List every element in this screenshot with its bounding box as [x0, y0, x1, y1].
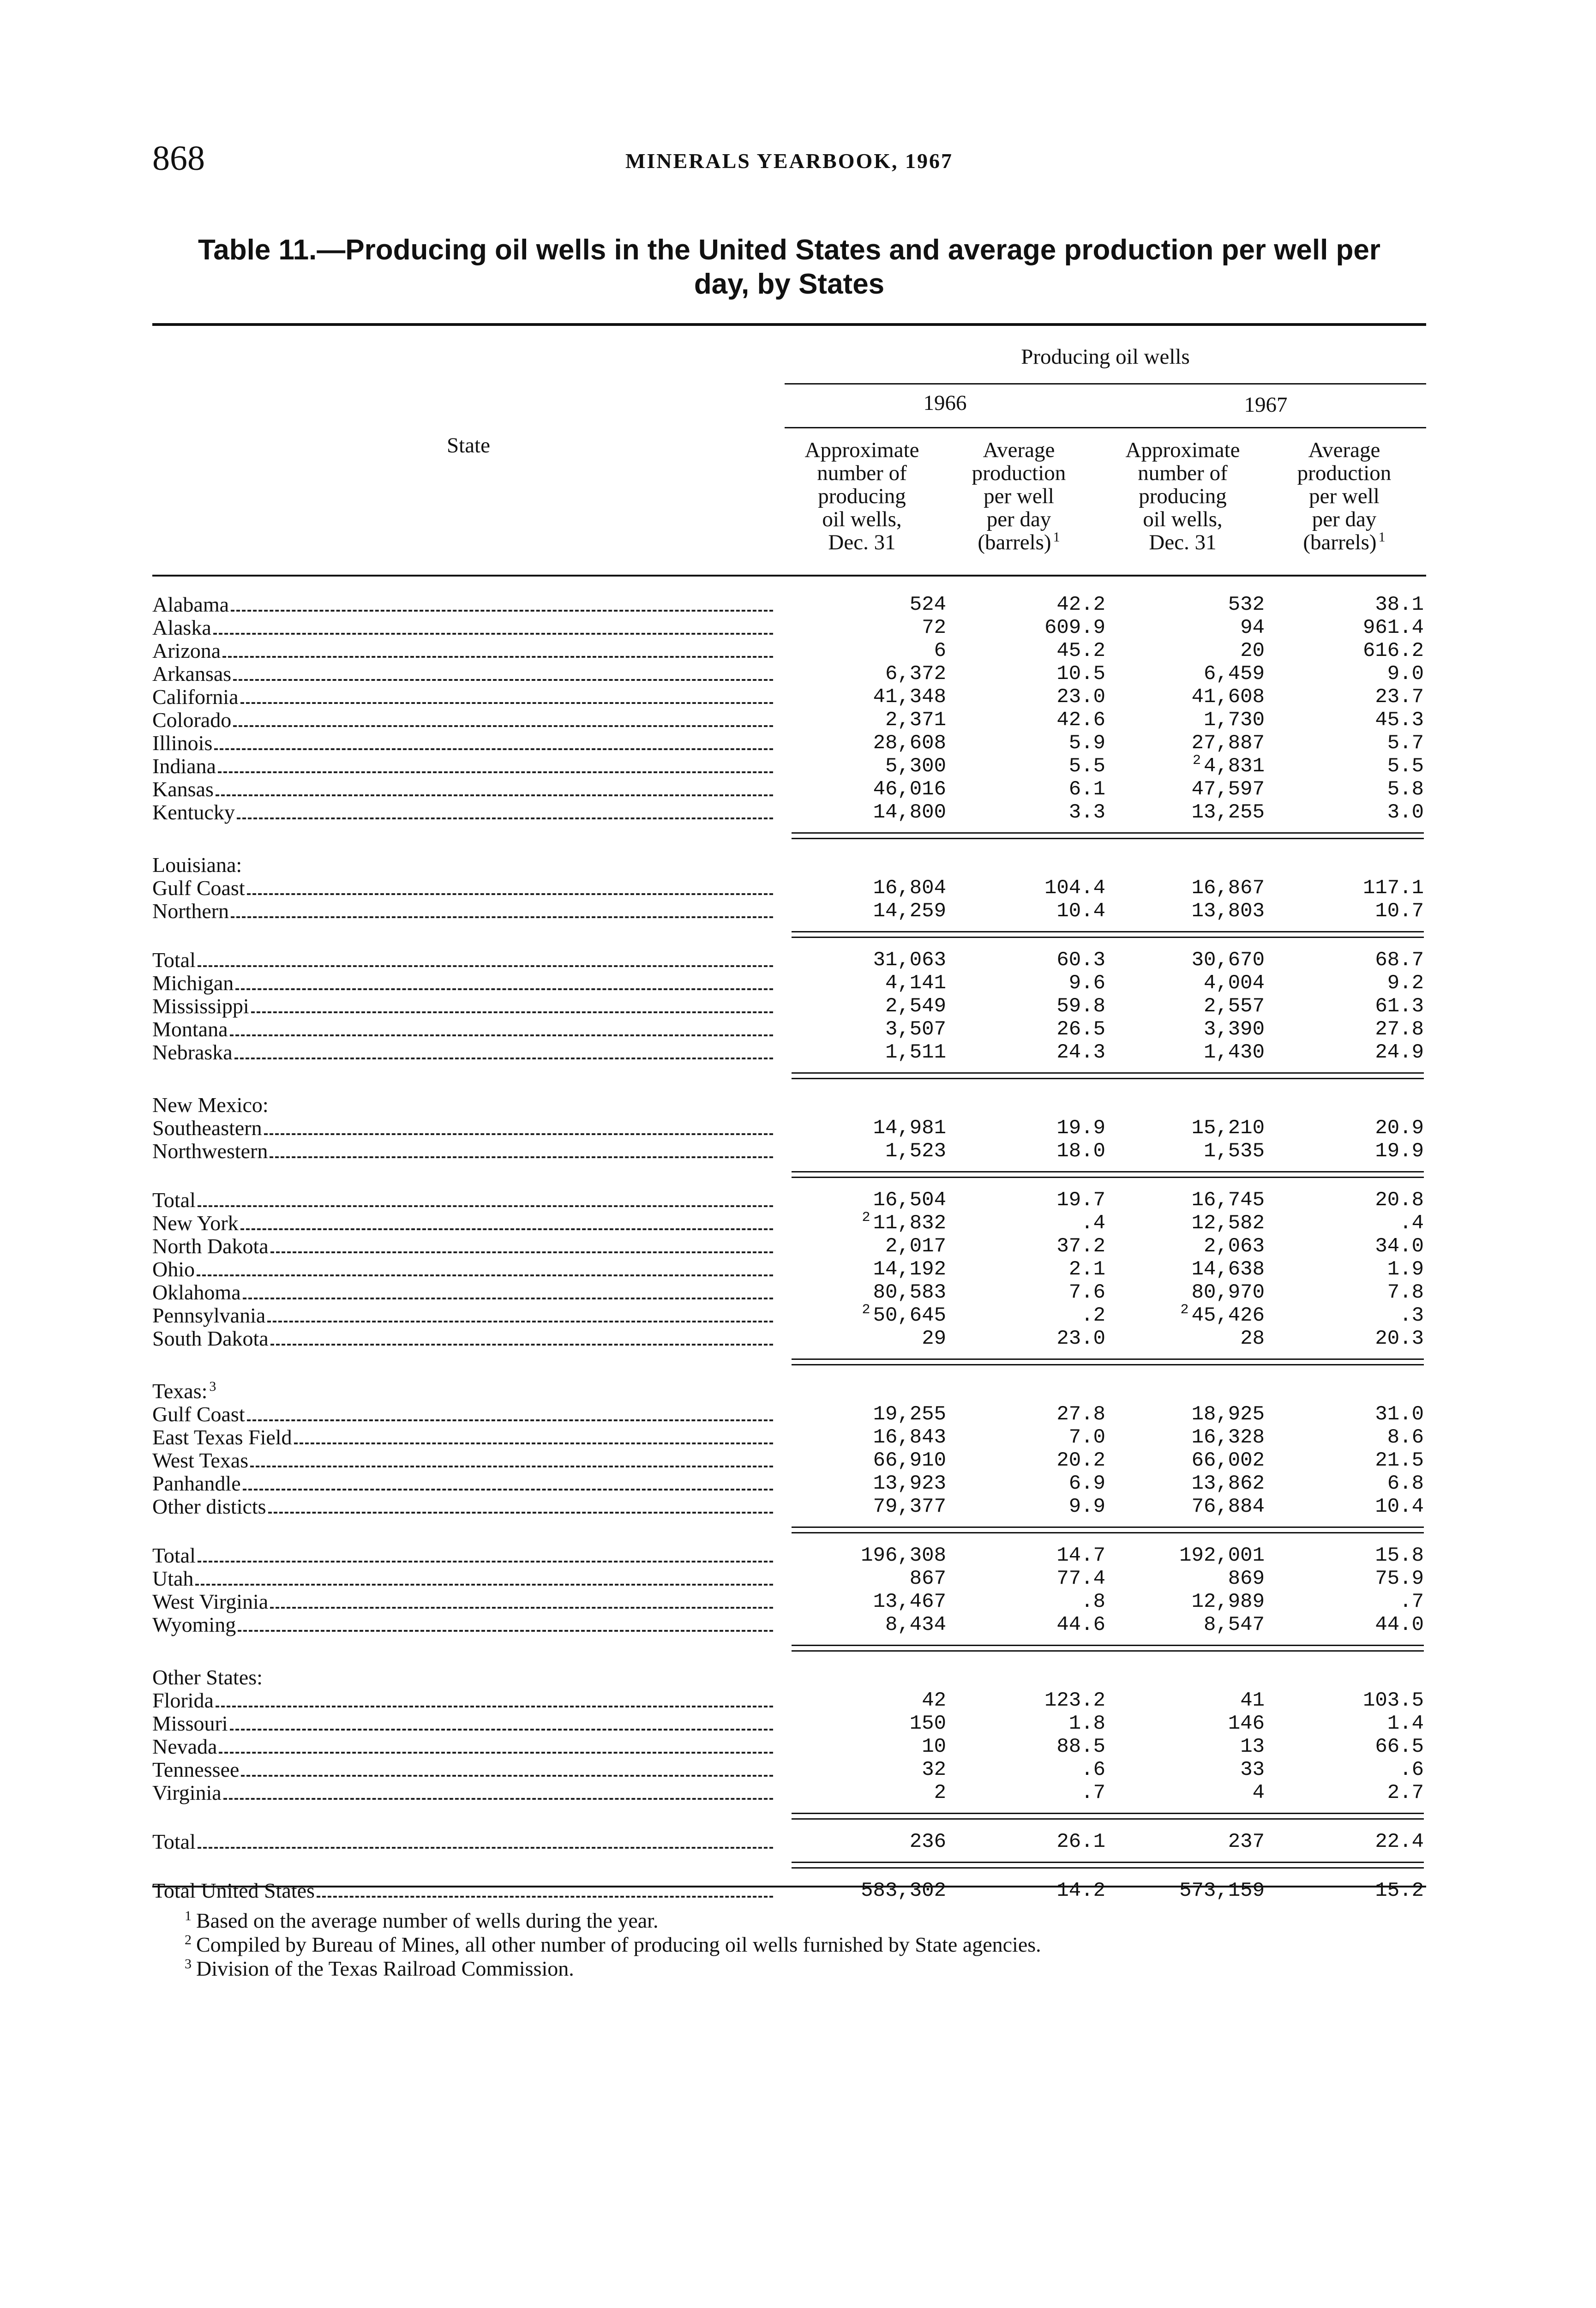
table-row — [152, 732, 1424, 755]
avg-1966: 42.2 — [1056, 593, 1105, 616]
wells-1967: 8,547 — [1203, 1613, 1265, 1636]
avg-1967: 1.4 — [1387, 1712, 1424, 1735]
wells-1967: 1,535 — [1203, 1140, 1265, 1163]
wells-1967: 2,063 — [1203, 1235, 1265, 1258]
avg-1967: 961.4 — [1362, 616, 1424, 639]
wells-1967: 869 — [1228, 1567, 1265, 1590]
state-name: West Virginia — [152, 1590, 269, 1613]
table-row — [152, 1018, 1424, 1041]
state-name: Kansas — [152, 778, 214, 801]
wells-1967: 13,862 — [1191, 1472, 1265, 1495]
table-row — [152, 1567, 1424, 1590]
avg-1967: 20.9 — [1375, 1117, 1424, 1140]
total-row — [152, 1544, 1424, 1567]
group-heading: Louisiana: — [152, 853, 242, 877]
wells-1966: 13,923 — [873, 1472, 946, 1495]
table-row — [152, 1281, 1424, 1304]
state-name: Nevada — [152, 1735, 217, 1758]
footnotes — [185, 1909, 1431, 1981]
avg-1966: 23.0 — [1056, 1327, 1105, 1350]
avg-1966: 3.3 — [1068, 801, 1105, 824]
district-name: Northern — [152, 900, 229, 923]
table-row — [152, 1304, 1424, 1327]
footnote-ref-2: 2 — [862, 1302, 870, 1318]
wells-1966: 524 — [909, 593, 946, 616]
wells-1966: 196,308 — [861, 1544, 946, 1567]
footnote-ref-1: 1 — [1378, 529, 1386, 545]
wells-1966: 6,372 — [885, 662, 946, 685]
wells-1967: 80,970 — [1191, 1281, 1265, 1304]
total-separator — [152, 1804, 1424, 1830]
state-name: Wyoming — [152, 1613, 236, 1636]
table-row — [152, 1689, 1424, 1712]
avg-1966: 10.5 — [1056, 662, 1105, 685]
table-row — [152, 1613, 1424, 1636]
table-row — [152, 639, 1424, 662]
avg-1967: 5.8 — [1387, 778, 1424, 801]
group-heading-row — [152, 1662, 1424, 1689]
group-heading: New Mexico: — [152, 1093, 269, 1117]
wells-1966: 2,017 — [885, 1235, 946, 1258]
group-separator — [152, 824, 1424, 850]
wells-1967: 14,638 — [1191, 1258, 1265, 1281]
footnote-ref-2: 2 — [1192, 753, 1201, 769]
table-row — [152, 616, 1424, 639]
wells-1966: 72 — [922, 616, 946, 639]
state-name: Alaska — [152, 616, 211, 639]
wells-1966: 46,016 — [873, 778, 946, 801]
avg-1966: 59.8 — [1056, 995, 1105, 1018]
wells-1966: 1,523 — [885, 1140, 946, 1163]
state-name: Oklahoma — [152, 1281, 241, 1304]
state-name: Indiana — [152, 755, 216, 778]
total-label: Total — [152, 1189, 196, 1212]
stub-header: State — [447, 433, 490, 457]
avg-1966: .2 — [1081, 1304, 1105, 1327]
avg-1966: 18.0 — [1056, 1140, 1105, 1163]
table-row — [152, 1258, 1424, 1281]
avg-1966: 609.9 — [1044, 616, 1105, 639]
avg-1967: 61.3 — [1375, 995, 1424, 1018]
avg-1966: 2.1 — [1068, 1258, 1105, 1281]
footnote-ref-1: 1 — [1053, 529, 1060, 545]
footnote: $^1$ Based on the average number of wells during the year. — [185, 1908, 659, 1932]
wells-1966: 32 — [922, 1758, 946, 1781]
avg-1967: 21.5 — [1375, 1449, 1424, 1472]
avg-1967: .6 — [1399, 1758, 1424, 1781]
avg-1967: .4 — [1399, 1212, 1424, 1235]
avg-1967: .7 — [1399, 1590, 1424, 1613]
avg-1967: 1.9 — [1387, 1258, 1424, 1281]
total-label: Total — [152, 1830, 196, 1853]
avg-1966: 42.6 — [1056, 709, 1105, 732]
table-row — [152, 709, 1424, 732]
group-heading-row — [152, 1090, 1424, 1117]
wells-1967: 6,459 — [1203, 662, 1265, 685]
wells-1966: 2 — [934, 1781, 946, 1804]
state-name: Arkansas — [152, 662, 232, 685]
wells-1967: 18,925 — [1191, 1403, 1265, 1426]
avg-1967: 38.1 — [1375, 593, 1424, 616]
avg-1966: 45.2 — [1056, 639, 1105, 662]
header-bottom-rule — [152, 575, 1426, 577]
district-name: Other disticts — [152, 1495, 266, 1518]
year-1967-header: 1967 — [1244, 393, 1288, 417]
avg-1966: 5.9 — [1068, 732, 1105, 755]
avg-1967: 75.9 — [1375, 1567, 1424, 1590]
avg-1966: 7.0 — [1068, 1426, 1105, 1449]
wells-1967: 13,803 — [1191, 900, 1265, 923]
table-row — [152, 1781, 1424, 1804]
total-separator — [152, 923, 1424, 949]
avg-1967: 117.1 — [1362, 877, 1424, 900]
wells-1966: $^2$ 50,645 — [862, 1302, 946, 1327]
spanner-header: Producing oil wells — [1021, 345, 1190, 369]
avg-1966: 123.2 — [1044, 1689, 1105, 1712]
district-name: Northwestern — [152, 1140, 268, 1163]
wells-1967: 27,887 — [1191, 732, 1265, 755]
state-name: South Dakota — [152, 1327, 269, 1350]
avg-1967: 5.7 — [1387, 732, 1424, 755]
top-rule — [152, 323, 1426, 326]
district-name: Gulf Coast — [152, 877, 245, 900]
avg-1967: 45.3 — [1375, 709, 1424, 732]
table-row — [152, 1712, 1424, 1735]
wells-1967: 573,159 — [1179, 1879, 1265, 1902]
avg-1966: 14.2 — [1056, 1879, 1105, 1902]
avg-1967: 8.6 — [1387, 1426, 1424, 1449]
state-name: Tennessee — [152, 1758, 240, 1781]
table-row — [152, 1472, 1424, 1495]
avg-1967: 20.8 — [1375, 1189, 1424, 1212]
state-name: Pennsylvania — [152, 1304, 266, 1327]
wells-1966: 14,800 — [873, 801, 946, 824]
state-name: Michigan — [152, 972, 234, 995]
wells-1967: 33 — [1240, 1758, 1265, 1781]
avg-1967: 24.9 — [1375, 1041, 1424, 1064]
avg-1966: 20.2 — [1056, 1449, 1105, 1472]
wells-1966: 4,141 — [885, 972, 946, 995]
total-label: Total — [152, 1544, 196, 1567]
state-name: Arizona — [152, 639, 221, 662]
state-name: Utah — [152, 1567, 194, 1590]
district-name: Panhandle — [152, 1472, 241, 1495]
wells-1967: 237 — [1228, 1830, 1265, 1853]
wells-1967: 4,004 — [1203, 972, 1265, 995]
avg-1967: 9.0 — [1387, 662, 1424, 685]
wells-1966: 28,608 — [873, 732, 946, 755]
avg-1966: 9.6 — [1068, 972, 1105, 995]
group-heading: Other States: — [152, 1665, 263, 1689]
wells-1966: $^2$ 11,832 — [862, 1210, 946, 1235]
total-label: Total — [152, 949, 196, 972]
table-row — [152, 801, 1424, 824]
district-name: West Texas — [152, 1449, 249, 1472]
avg-1966: .8 — [1081, 1590, 1105, 1613]
state-name: Illinois — [152, 732, 213, 755]
grand-total-row — [152, 1879, 1424, 1902]
avg-1967: 66.5 — [1375, 1735, 1424, 1758]
state-name: North Dakota — [152, 1235, 269, 1258]
footnote-ref-3: 3 — [209, 1378, 216, 1394]
avg-1967: 616.2 — [1362, 639, 1424, 662]
grand-total-label: Total United States — [152, 1879, 315, 1902]
avg-1967: 15.2 — [1375, 1879, 1424, 1902]
wells-1966: 79,377 — [873, 1495, 946, 1518]
col-header-wells-1966: Approximate number of producing oil wells, Dec. 31 — [804, 438, 919, 554]
wells-1967: 94 — [1240, 616, 1265, 639]
avg-1966: 44.6 — [1056, 1613, 1105, 1636]
state-name: New York — [152, 1212, 239, 1235]
wells-1966: 8,434 — [885, 1613, 946, 1636]
table-title-line-1: Table 11.—Producing oil wells in the United States and average production per well per — [198, 234, 1381, 266]
avg-1967: 7.8 — [1387, 1281, 1424, 1304]
district-name: Southeastern — [152, 1117, 262, 1140]
wells-1966: 66,910 — [873, 1449, 946, 1472]
table-row — [152, 1449, 1424, 1472]
wells-1967: 76,884 — [1191, 1495, 1265, 1518]
avg-1967: 15.8 — [1375, 1544, 1424, 1567]
avg-1967: 2.7 — [1387, 1781, 1424, 1804]
group-heading-row — [152, 850, 1424, 877]
wells-1967: 12,989 — [1191, 1590, 1265, 1613]
table-row — [152, 685, 1424, 709]
wells-1967: 15,210 — [1191, 1117, 1265, 1140]
running-title: MINERALS YEARBOOK, 1967 — [625, 149, 954, 173]
table-row — [152, 1212, 1424, 1235]
avg-1967: .3 — [1399, 1304, 1424, 1327]
wells-1966: 16,843 — [873, 1426, 946, 1449]
wells-1967: 1,730 — [1203, 709, 1265, 732]
table-title-line-2: day, by States — [694, 268, 885, 300]
table-row — [152, 877, 1424, 900]
group-heading-row — [152, 1376, 1424, 1403]
wells-1967: 16,867 — [1191, 877, 1265, 900]
avg-1967: 3.0 — [1387, 801, 1424, 824]
table-row — [152, 1403, 1424, 1426]
wells-1966: 42 — [922, 1689, 946, 1712]
avg-1966: 5.5 — [1068, 755, 1105, 778]
table-row — [152, 1735, 1424, 1758]
wells-1966: 10 — [922, 1735, 946, 1758]
grand-total-separator — [152, 1853, 1424, 1879]
wells-1966: 41,348 — [873, 685, 946, 709]
state-name: Virginia — [152, 1781, 222, 1804]
total-separator — [152, 1518, 1424, 1544]
page-number: 868 — [152, 139, 205, 178]
wells-1966: 867 — [909, 1567, 946, 1590]
wells-1967: $^2$ 45,426 — [1180, 1302, 1265, 1327]
wells-1967: 13 — [1240, 1735, 1265, 1758]
group-separator — [152, 1064, 1424, 1090]
avg-1966: 14.7 — [1056, 1544, 1105, 1567]
table-row — [152, 972, 1424, 995]
table-title — [152, 233, 1426, 301]
avg-1967: 103.5 — [1362, 1689, 1424, 1712]
avg-1967: 68.7 — [1375, 949, 1424, 972]
wells-1966: 5,300 — [885, 755, 946, 778]
avg-1967: 20.3 — [1375, 1327, 1424, 1350]
avg-1966: 6.1 — [1068, 778, 1105, 801]
wells-1966: 3,507 — [885, 1018, 946, 1041]
wells-1966: 29 — [922, 1327, 946, 1350]
wells-1967: 1,430 — [1203, 1041, 1265, 1064]
state-name: Montana — [152, 1018, 228, 1041]
avg-1966: 24.3 — [1056, 1041, 1105, 1064]
avg-1967: 31.0 — [1375, 1403, 1424, 1426]
wells-1967: 20 — [1240, 639, 1265, 662]
group-separator — [152, 1636, 1424, 1662]
wells-1967: 41,608 — [1191, 685, 1265, 709]
state-name: Kentucky — [152, 801, 235, 824]
avg-1967: 19.9 — [1375, 1140, 1424, 1163]
wells-1966: 14,259 — [873, 900, 946, 923]
avg-1967: 34.0 — [1375, 1235, 1424, 1258]
footnote: $^3$ Division of the Texas Railroad Commission. — [185, 1956, 574, 1980]
wells-1966: 2,371 — [885, 709, 946, 732]
year-1966-header: 1966 — [923, 391, 967, 415]
total-row — [152, 1189, 1424, 1212]
wells-1966: 31,063 — [873, 949, 946, 972]
footnote-ref-2: 2 — [1180, 1302, 1189, 1318]
group-heading: Texas: — [152, 1379, 208, 1403]
wells-1967: 16,745 — [1191, 1189, 1265, 1212]
table-row — [152, 1117, 1424, 1140]
total-separator — [152, 1163, 1424, 1189]
wells-1967: 532 — [1228, 593, 1265, 616]
wells-1966: 13,467 — [873, 1590, 946, 1613]
total-row — [152, 949, 1424, 972]
table-row — [152, 778, 1424, 801]
wells-1967: 192,001 — [1179, 1544, 1265, 1567]
avg-1967: 27.8 — [1375, 1018, 1424, 1041]
wells-1966: 14,192 — [873, 1258, 946, 1281]
table-row — [152, 900, 1424, 923]
wells-1967: 2,557 — [1203, 995, 1265, 1018]
wells-1967: 47,597 — [1191, 778, 1265, 801]
avg-1966: 77.4 — [1056, 1567, 1105, 1590]
wells-1967: 30,670 — [1191, 949, 1265, 972]
state-name: Nebraska — [152, 1041, 233, 1064]
table-row — [152, 1327, 1424, 1350]
wells-1967: 41 — [1240, 1689, 1265, 1712]
table-row — [152, 1495, 1424, 1518]
wells-1966: 16,504 — [873, 1189, 946, 1212]
wells-1967: 16,328 — [1191, 1426, 1265, 1449]
avg-1966: .6 — [1081, 1758, 1105, 1781]
wells-1966: 19,255 — [873, 1403, 946, 1426]
table-row — [152, 1140, 1424, 1163]
avg-1967: 10.4 — [1375, 1495, 1424, 1518]
avg-1967: 5.5 — [1387, 755, 1424, 778]
wells-1967: 66,002 — [1191, 1449, 1265, 1472]
avg-1966: 23.0 — [1056, 685, 1105, 709]
table-row — [152, 1758, 1424, 1781]
avg-1966: .7 — [1081, 1781, 1105, 1804]
avg-1966: 88.5 — [1056, 1735, 1105, 1758]
district-name: East Texas Field — [152, 1426, 292, 1449]
avg-1967: 10.7 — [1375, 900, 1424, 923]
table-row — [152, 755, 1424, 778]
avg-1966: 26.5 — [1056, 1018, 1105, 1041]
avg-1966: 9.9 — [1068, 1495, 1105, 1518]
avg-1966: 19.7 — [1056, 1189, 1105, 1212]
year-rule — [785, 427, 1426, 428]
avg-1966: .4 — [1081, 1212, 1105, 1235]
spanner-rule — [785, 383, 1426, 385]
state-name: Missouri — [152, 1712, 228, 1735]
wells-1966: 583,302 — [861, 1879, 946, 1902]
wells-1967: 4 — [1252, 1781, 1265, 1804]
wells-1967: 13,255 — [1191, 801, 1265, 824]
avg-1966: 60.3 — [1056, 949, 1105, 972]
table-row — [152, 1590, 1424, 1613]
avg-1966: 37.2 — [1056, 1235, 1105, 1258]
wells-1966: 150 — [909, 1712, 946, 1735]
group-separator — [152, 1350, 1424, 1376]
wells-1966: 14,981 — [873, 1117, 946, 1140]
state-name: Colorado — [152, 709, 232, 732]
state-name: California — [152, 685, 239, 709]
avg-1966: 7.6 — [1068, 1281, 1105, 1304]
wells-1967: 12,582 — [1191, 1212, 1265, 1235]
avg-1966: 104.4 — [1044, 877, 1105, 900]
table-row — [152, 1426, 1424, 1449]
state-name: Mississippi — [152, 995, 249, 1018]
wells-1967: 146 — [1228, 1712, 1265, 1735]
avg-1966: 10.4 — [1056, 900, 1105, 923]
total-row — [152, 1830, 1424, 1853]
col-header-avg-1966: Average production per well per day (barrels) $^1$ — [972, 438, 1066, 554]
avg-1966: 27.8 — [1056, 1403, 1105, 1426]
state-name: Florida — [152, 1689, 214, 1712]
footnote: $^2$ Compiled by Bureau of Mines, all other number of producing oil wells furnished by State agencies. — [185, 1932, 1041, 1956]
avg-1966: 1.8 — [1068, 1712, 1105, 1735]
wells-1967: 3,390 — [1203, 1018, 1265, 1041]
running-head — [152, 138, 1426, 185]
table-row — [152, 662, 1424, 685]
table-row — [152, 1235, 1424, 1258]
wells-1966: 236 — [909, 1830, 946, 1853]
wells-1967: 28 — [1240, 1327, 1265, 1350]
avg-1966: 19.9 — [1056, 1117, 1105, 1140]
avg-1967: 22.4 — [1375, 1830, 1424, 1853]
avg-1967: 44.0 — [1375, 1613, 1424, 1636]
table-row — [152, 593, 1424, 616]
avg-1966: 26.1 — [1056, 1830, 1105, 1853]
state-name: Alabama — [152, 593, 229, 616]
wells-1966: 16,804 — [873, 877, 946, 900]
avg-1967: 23.7 — [1375, 685, 1424, 709]
avg-1967: 6.8 — [1387, 1472, 1424, 1495]
oil-wells-table — [152, 593, 1424, 1902]
col-header-avg-1967: Average production per well per day (barrels) $^1$ — [1297, 438, 1392, 554]
table-row — [152, 995, 1424, 1018]
wells-1966: 6 — [934, 639, 946, 662]
footnote-ref-2: 2 — [862, 1210, 870, 1226]
state-name: Ohio — [152, 1258, 195, 1281]
wells-1966: 1,511 — [885, 1041, 946, 1064]
wells-1967: $^2$ 4,831 — [1192, 753, 1265, 778]
col-header-wells-1967: Approximate number of producing oil wells, Dec. 31 — [1125, 438, 1240, 554]
table-row — [152, 1041, 1424, 1064]
wells-1966: 80,583 — [873, 1281, 946, 1304]
district-name: Gulf Coast — [152, 1403, 245, 1426]
avg-1966: 6.9 — [1068, 1472, 1105, 1495]
avg-1967: 9.2 — [1387, 972, 1424, 995]
wells-1966: 2,549 — [885, 995, 946, 1018]
